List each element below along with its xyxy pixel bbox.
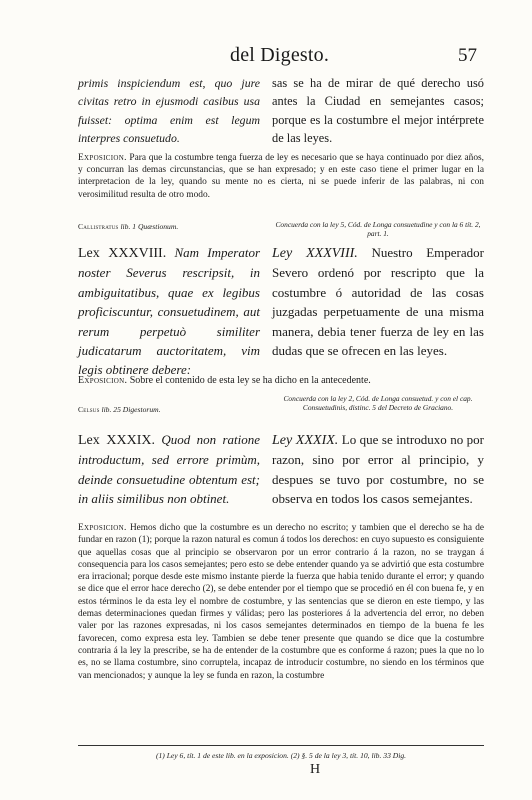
- law-text: Nuestro Emperador Severo ordenó por rescripto que la costumbre ó autoridad de las cosas juzgadas perpetuamente de una misma manera, debia tener fuerza de ley en las dudas que se ofrecen en las leyes.: [272, 245, 484, 359]
- exposicion-paragraph-3: [78, 522, 484, 682]
- law-38-spanish: [272, 243, 484, 360]
- law-39-spanish: [272, 430, 484, 509]
- law-38-latin: [78, 243, 260, 380]
- source-reference: lib. 25 Digestorum.: [101, 405, 161, 414]
- law-39-latin: [78, 430, 260, 509]
- law-38-source: [78, 222, 260, 232]
- law-38-concordance: Concuerda con la ley 5, Cód. de Longa consuetudine y con la 6 tít. 2, part. 1.: [275, 220, 481, 239]
- law-text: Quod non ratione introductum, sed errore primùm, deinde consuetudine obtentum est; in aliis similibus non obtinet.: [78, 432, 260, 507]
- exposicion-text: Para que la costumbre tenga fuerza de ley es necesario que se haya continuado por diez años, y concurran las demas circunstancias, que se han expresado; y en este caso tiene el primer lugar en la interpretacion de la ley, quando su mente no es cierta, ni se puede inferir de las palabras, ni con verosimilitud resulta de otro modo.: [78, 153, 485, 200]
- intro-spanish-column: sas se ha de mirar de qué derecho usó antes la Ciudad en semejantes casos; porque es la costumbre el mejor intérprete de las leyes.: [272, 76, 484, 146]
- law-39-concordance: Concuerda con la ley 2, Cód. de Longa consuetud. y con el cap. Consuetudinis, distinc. 5 del Decreto de Graciano.: [283, 394, 473, 413]
- law-text: Lo que se introduxo no por razon, sino por error al principio, y despues se tuvo por costumbre, no se observa en todos los casos semejantes.: [272, 432, 484, 507]
- signature-mark: H: [310, 762, 321, 777]
- page-header: [0, 44, 532, 68]
- exposicion-label: Exposicion.: [78, 153, 127, 163]
- exposicion-label: Exposicion.: [78, 523, 127, 533]
- law-heading: Lex XXXIX.: [78, 433, 155, 448]
- source-author: Callistratus: [78, 222, 119, 231]
- exposicion-text: Sobre el contenido de esta ley se ha dicho en la antecedente.: [129, 375, 371, 386]
- source-reference: lib. 1 Quæstionum.: [120, 222, 179, 231]
- running-title: del Digesto.: [230, 44, 330, 66]
- intro-latin-column: primis inspiciendum est, quo jure civitas retro in ejusmodi casibus usa fuisset: optima enim est legum interpres consuetudo.: [78, 76, 260, 146]
- exposicion-paragraph-1: [78, 152, 484, 201]
- law-heading: Ley XXXIX.: [272, 433, 339, 448]
- law-39-source: [78, 405, 260, 415]
- footnote: (1) Ley 6, tít. 1 de este lib. en la exposicion. (2) §. 5 de la ley 3, tít. 10, lib. 33 Dig.: [155, 751, 407, 760]
- law-heading: Lex XXXVIII.: [78, 246, 167, 261]
- law-heading: Ley XXXVIII.: [272, 246, 358, 261]
- law-text: Nam Imperator noster Severus rescripsit, in ambiguitatibus, quae ex legibus proficiscuntur, consuetudinem, aut rerum perpetuò similiter judicatarum auctoritatem, vim legis obtinere debere:: [78, 245, 261, 378]
- footnote-rule: [78, 745, 484, 746]
- exposicion-paragraph-2: [78, 375, 484, 387]
- exposicion-text: Hemos dicho que la costumbre es un derecho no escrito; y tambien que el derecho se ha de fundar en razon (1); porque la razon natural es comun á todos los derechos: en cuyo supuesto es consiguiente que aquellas cosas que al principio se observaron por un error contrario á la razon, no se traygan á consequencia para los casos semejantes; pero esto se debe entender quando ya se advirtió que esta costumbre era irracional; porque desde este mismo instante pierde la fuerza que habia tenido durante el error; y quando se dice que el error hace derecho (2), se debe entender por el tiempo que se procedió en él con buena fe, y en estos términos le da esta ley el nombre de costumbre, y las sentencias que se dieron en este tiempo, y las demas determinaciones quedan firmes y válidas; pero las posteriores á la advertencia del error, no deben valer por las razones expresadas, ni los casos semejantes determinados en tiempo de la buena fe les favorecen, como expresa esta ley. Tambien se debe tener presente que quando se dice que la costumbre contraria á la ley la prescribe, se ha de entender de la costumbre que es conforme á razon; pues la que no lo es, no se llama costumbre, sino corruptela, incapaz de introducir costumbre, no siendo en los términos que van mencionados; y aunque la ley se funda en razon, la costumbre: [78, 523, 484, 681]
- page-number: 57: [458, 45, 477, 66]
- source-author: Celsus: [78, 405, 100, 414]
- exposicion-label: Exposicion.: [78, 375, 128, 386]
